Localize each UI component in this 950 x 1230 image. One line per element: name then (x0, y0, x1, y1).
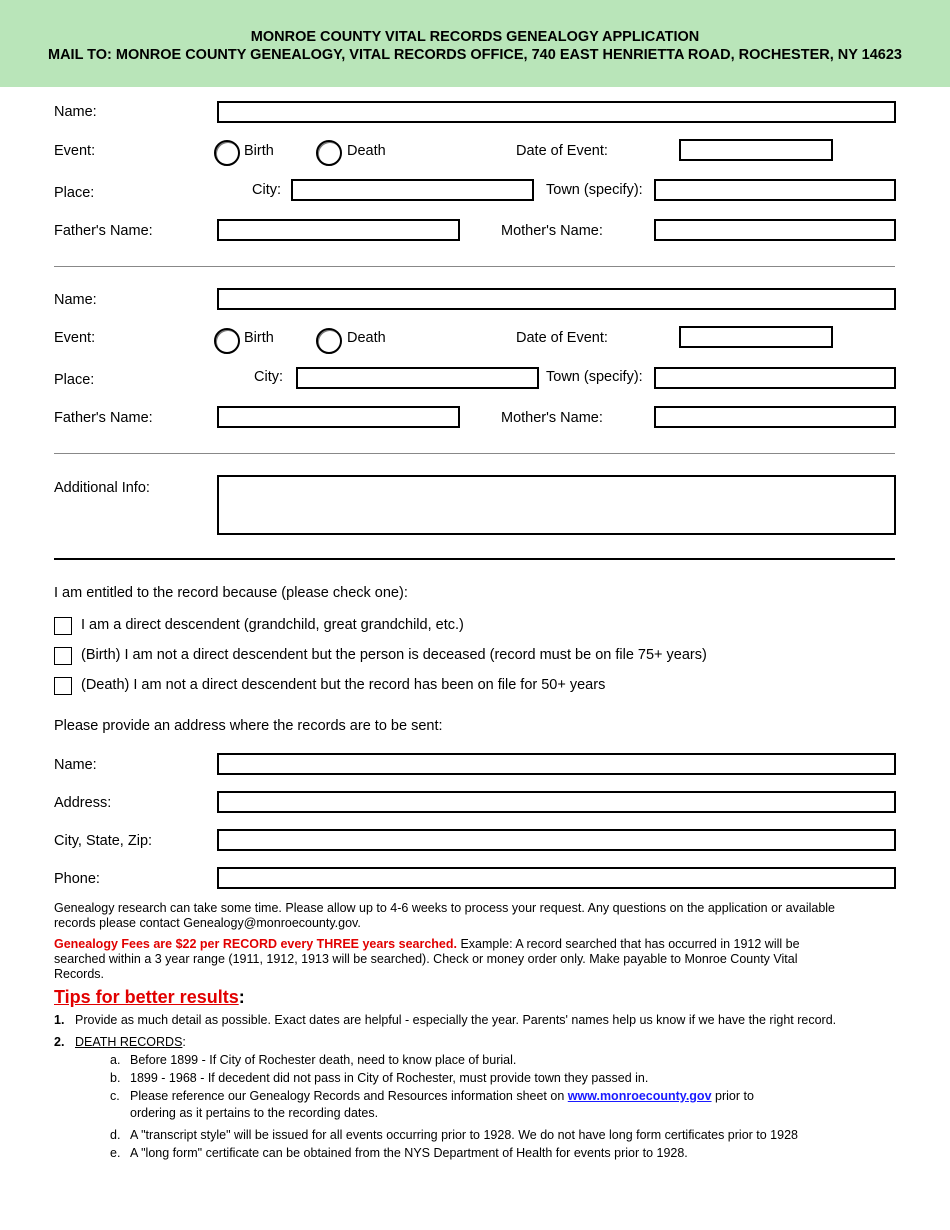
entitlement-checkbox-death[interactable] (54, 677, 72, 695)
entitlement-checkbox-birth[interactable] (54, 647, 72, 665)
record2-death-radio[interactable] (316, 328, 342, 354)
mailing-city-input[interactable] (217, 829, 896, 851)
record2-date-input[interactable] (679, 326, 833, 348)
entitlement-option-label: I am a direct descendent (grandchild, great grandchild, etc.) (81, 617, 464, 633)
additional-info-label: Additional Info: (54, 480, 150, 496)
form-title: MONROE COUNTY VITAL RECORDS GENEALOGY APPLICATION (250, 29, 700, 45)
tips-colon: : (238, 987, 245, 1007)
death-records-colon: : (182, 1035, 186, 1049)
record1-city-label: City: (252, 182, 281, 198)
record1-birth-label: Birth (244, 143, 274, 159)
record2-town-label: Town (specify): (546, 369, 643, 385)
record1-date-label: Date of Event: (516, 143, 608, 159)
tip-number: 2. (54, 1035, 65, 1049)
mailing-phone-label: Phone: (54, 871, 100, 887)
monroecounty-link[interactable]: www.monroecounty.gov (567, 1089, 712, 1103)
mailing-city-label: City, State, Zip: (54, 833, 153, 849)
record1-name-label: Name: (54, 104, 97, 120)
entitlement-option-label: (Death) I am not a direct descendent but the record has been on file for 50+ years (81, 677, 606, 693)
section-divider (54, 558, 895, 560)
record2-father-input[interactable] (217, 406, 460, 428)
mailing-address-line: MAIL TO: MONROE COUNTY GENEALOGY, VITAL RECORDS OFFICE, 740 EAST HENRIETTA ROAD, ROCHESTER, NY 14623 (47, 47, 902, 63)
record2-mother-input[interactable] (654, 406, 896, 428)
sub-item-text: 1899 - 1968 - If decedent did not pass in City of Rochester, must provide town they passed in. (130, 1071, 649, 1085)
record2-name-label: Name: (54, 292, 97, 308)
sub-item-text (130, 1089, 754, 1104)
record1-name-input[interactable] (217, 101, 896, 123)
processing-notice-line: Genealogy research can take some time. Please allow up to 4-6 weeks to process your request. Any questions on the application or available (54, 901, 835, 915)
death-records-heading: DEATH RECORDS (75, 1035, 183, 1049)
record2-birth-label: Birth (244, 330, 274, 346)
fees-text: searched within a 3 year range (1911, 1912, 1913 will be searched). Check or money order only. Make payable to Monroe County Vital (54, 952, 798, 966)
mailing-address-label: Address: (54, 795, 112, 811)
record1-mother-label: Mother's Name: (501, 223, 603, 239)
record2-birth-radio[interactable] (214, 328, 240, 354)
mailing-phone-input[interactable] (217, 867, 896, 889)
divider (54, 266, 895, 267)
record2-town-input[interactable] (654, 367, 896, 389)
record1-town-input[interactable] (654, 179, 896, 201)
record1-mother-input[interactable] (654, 219, 896, 241)
fees-notice (54, 937, 800, 982)
record1-death-label: Death (347, 143, 386, 159)
entitlement-option-label: (Birth) I am not a direct descendent but the person is deceased (record must be on file 75+ years) (81, 647, 707, 663)
record1-birth-radio[interactable] (214, 140, 240, 166)
record2-death-label: Death (347, 330, 386, 346)
fees-text: Records. (54, 967, 105, 981)
additional-info-textarea[interactable] (217, 475, 896, 535)
entitlement-question: I am entitled to the record because (please check one): (54, 585, 408, 601)
header-banner (0, 0, 950, 87)
record2-event-label: Event: (54, 330, 96, 346)
record2-father-label: Father's Name: (54, 410, 153, 426)
record1-date-input[interactable] (679, 139, 833, 161)
mailing-prompt: Please provide an address where the records are to be sent: (54, 718, 443, 734)
record1-place-label: Place: (54, 185, 95, 201)
record2-mother-label: Mother's Name: (501, 410, 603, 426)
fees-text: Example: A record searched that has occurred in 1912 will be (456, 937, 800, 951)
record1-city-input[interactable] (291, 179, 534, 201)
sub-item-text: A "transcript style" will be issued for all events occurring prior to 1928. We do not have long form certificates prior to 1928 (130, 1128, 798, 1142)
entitlement-checkbox-descendent[interactable] (54, 617, 72, 635)
record1-father-label: Father's Name: (54, 223, 153, 239)
tips-title: Tips for better results (54, 987, 239, 1007)
tips-heading (54, 987, 245, 1008)
sub-letter: e. (110, 1146, 121, 1160)
tip-death-records (75, 1035, 186, 1050)
sub-item-text-part: prior to (711, 1089, 754, 1103)
record2-city-input[interactable] (296, 367, 539, 389)
sub-letter: d. (110, 1128, 121, 1142)
record2-date-label: Date of Event: (516, 330, 608, 346)
record1-event-label: Event: (54, 143, 96, 159)
sub-letter: a. (110, 1053, 121, 1067)
processing-notice-line: records please contact Genealogy@monroecounty.gov. (54, 916, 361, 930)
sub-item-text: Before 1899 - If City of Rochester death, need to know place of burial. (130, 1053, 517, 1067)
record1-town-label: Town (specify): (546, 182, 643, 198)
fees-highlight: Genealogy Fees are $22 per RECORD every THREE years searched. (54, 937, 457, 951)
mailing-name-label: Name: (54, 757, 97, 773)
sub-item-text: A "long form" certificate can be obtained from the NYS Department of Health for events prior to 1928. (130, 1146, 688, 1160)
divider (54, 453, 895, 454)
sub-item-text: ordering as it pertains to the recording dates. (130, 1106, 379, 1120)
mailing-address-input[interactable] (217, 791, 896, 813)
tip-text: Provide as much detail as possible. Exact dates are helpful - especially the year. Parents' names help us know if we have the right record. (75, 1013, 837, 1027)
sub-letter: c. (110, 1089, 120, 1103)
record2-city-label: City: (254, 369, 283, 385)
processing-notice (54, 901, 835, 931)
record2-name-input[interactable] (217, 288, 896, 310)
record2-place-label: Place: (54, 372, 95, 388)
sub-letter: b. (110, 1071, 121, 1085)
record1-death-radio[interactable] (316, 140, 342, 166)
tip-number: 1. (54, 1013, 65, 1027)
mailing-name-input[interactable] (217, 753, 896, 775)
record1-father-input[interactable] (217, 219, 460, 241)
sub-item-text-part: Please reference our Genealogy Records and Resources information sheet on (130, 1089, 565, 1103)
